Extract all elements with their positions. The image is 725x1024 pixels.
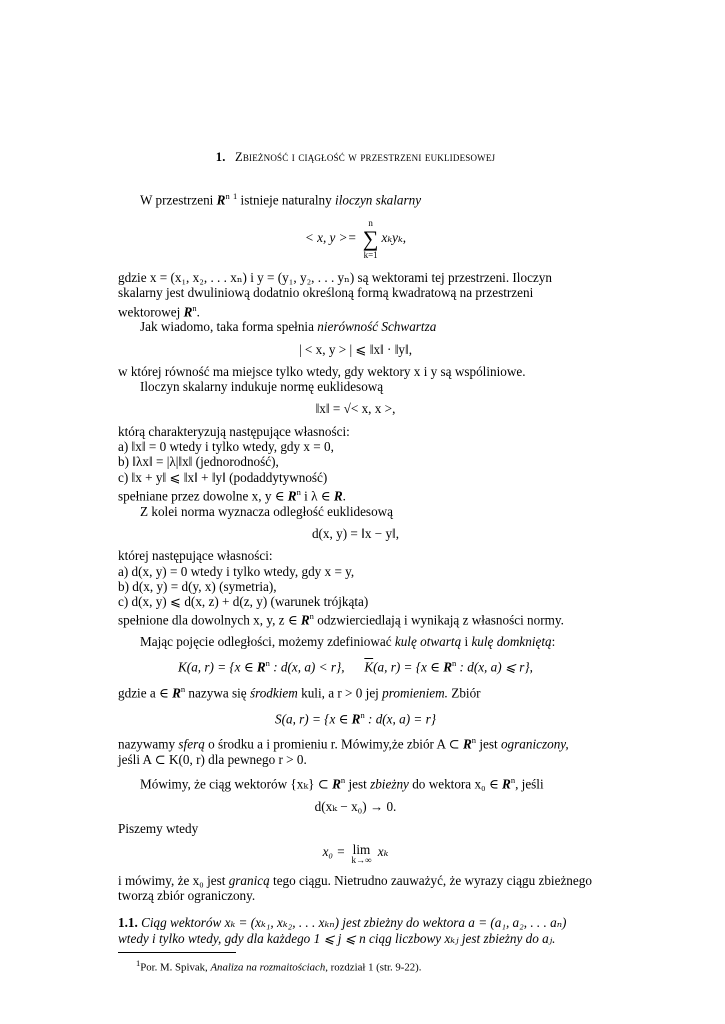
paragraph-we-write: Piszemy wtedy	[118, 821, 199, 837]
paragraph-balls: Mając pojęcie odległości, możemy zdefiniować kulę otwartą i kulę domkniętą:	[140, 634, 556, 650]
equation-distance: d(x, y) = ‖x − y‖,	[311, 525, 400, 541]
equation-norm: ‖x‖ = √< x, x >,	[315, 401, 396, 417]
equation-sphere: S(a, r) = {x ∈ $R^n$ : d(x, a) = r}	[274, 709, 437, 727]
paragraph-equality: w której równość ma miejsce tylko wtedy, gdy wektory x i y są wspóliniowe.	[118, 363, 526, 379]
paragraph-dist-props: której następujące własności:	[118, 548, 273, 564]
equation-convergence: d(xₖ − x₀) → 0.	[314, 799, 397, 815]
section-title	[118, 150, 593, 165]
paragraph-distance: Z kolei norma wyznacza odległość euklidesową	[140, 503, 394, 519]
norm-prop-c: c) ‖x + y‖ ⩽ ‖x‖ + ‖y‖ (podaddytywność)	[118, 469, 328, 485]
dist-prop-b: b) d(x, y) = d(y, x) (symetria),	[118, 578, 277, 594]
closed-ball-symbol: $\overline{K}$	[364, 659, 374, 675]
equation-limit: x₀ = lim k→∞ xₖ	[322, 841, 389, 865]
paragraph-norm-domain: spełniane przez dowolne x, y ∈ $R^n$ i λ ∈ R.	[118, 486, 346, 504]
theorem-text: Ciąg wektorów xₖ = (xₖ₁, xₖ₂, . . . xₖₙ) jest zbieżny do wektora a = (a₁, a₂, . . . aₙ) wtedy i tylko wtedy, gdy dla każdego 1 ⩽ j ⩽ n ciąg liczbowy xₖⱼ jest zbieżny do aⱼ.	[118, 915, 567, 946]
section-title-text: Zbieżność i ciągłość w przestrzeni euklidesowej	[234, 150, 496, 164]
paragraph-sphere: nazywamy sferą o środku a i promieniu r. Mówimy,że zbiór A ⊂ $R^n$ jest ograniczony, jeśli A ⊂ K(0, r) dla pewnego r > 0.	[118, 735, 569, 768]
paragraph-limit: i mówimy, że x₀ jest granicą tego ciągu. Nietrudno zauważyć, że wyrazy ciągu zbieżnego tworzą zbiór ograniczony.	[118, 872, 592, 904]
dist-prop-a: a) d(x, y) = 0 wtedy i tylko wtedy, gdy x = y,	[118, 563, 355, 579]
equation-balls: K(a, r) = {x ∈ $R^n$ : d(x, a) < r}, $\overline{K}(a$, r) = {x ∈ $R^n$ : d(x, a) ⩽ r},	[178, 658, 533, 675]
section-number: 1.	[215, 150, 226, 164]
limit-operator: lim k→∞	[351, 841, 372, 865]
theorem-number: 1.1.	[118, 915, 138, 931]
norm-prop-b: b) ‖λx‖ = |λ|‖x‖ (jednorodność),	[118, 454, 279, 470]
paragraph-center-radius: gdzie a ∈ $R^n$ nazywa się środkiem kuli, a r > 0 jej promieniem. Zbiór	[118, 684, 481, 701]
dist-prop-c: c) d(x, y) ⩽ d(x, z) + d(z, y) (warunek trójkąta)	[118, 594, 369, 610]
theorem-1-1	[118, 915, 593, 946]
paragraph-inner-product: W przestrzeni $R^n$ $^1$ istnieje naturalny iloczyn skalarny	[140, 191, 422, 208]
paragraph-vectors: gdzie x = (x₁, x₂, . . . xₙ) i y = (y₁, y₂, . . . yₙ) są wektorami tej przestrzeni. Iloczyn skalarny jest dwuliniową dodatnio określoną formą kwadratową na przestrzeni wektorowej $R^n$.	[118, 269, 552, 319]
paragraph-norm: Iloczyn skalarny indukuje normę euklidesową	[140, 379, 384, 395]
footnote-marker: 1	[233, 191, 238, 202]
summation-symbol: n ∑ k=1	[362, 217, 379, 260]
paragraph-norm-props: którą charakteryzują następujące własności:	[118, 423, 350, 439]
footnote-rule	[118, 952, 236, 953]
norm-prop-a: a) ‖x‖ = 0 wtedy i tylko wtedy, gdy x = 0,	[118, 439, 334, 455]
paragraph-convergence: Mówimy, że ciąg wektorów {xₖ} ⊂ $R^n$ jest zbieżny do wektora x₀ ∈ $R^n$, jeśli	[140, 775, 544, 792]
paper-page	[118, 150, 593, 975]
footnote: $^1$Por. M. Spivak, Analiza na rozmaitościach, rozdział 1 (str. 9-22).	[136, 957, 422, 974]
equation-inner-product: < x, y >= n ∑ k=1 xₖyₖ,	[304, 217, 407, 260]
paragraph-dist-domain: spełnione dla dowolnych x, y, z ∈ $R^n$ odzwierciedlają i wynikają z własności normy.	[118, 611, 564, 628]
equation-schwartz: | < x, y > | ⩽ ‖x‖ · ‖y‖,	[298, 341, 413, 357]
paragraph-schwartz: Jak wiadomo, taka forma spełnia nierówność Schwartza	[140, 319, 437, 335]
